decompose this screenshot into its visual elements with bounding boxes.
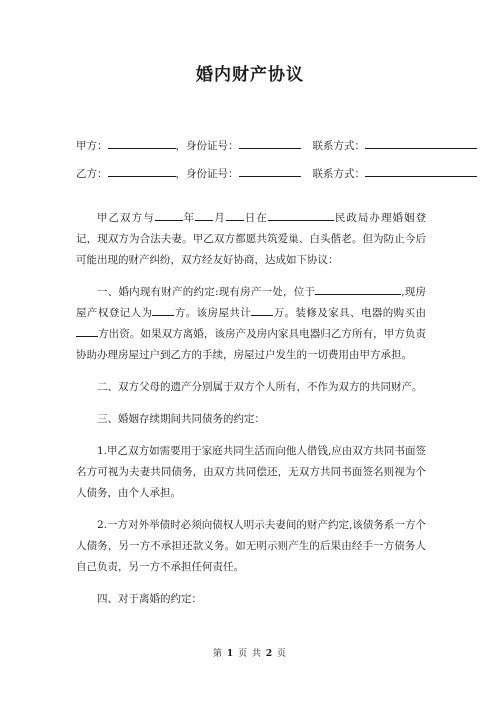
month-blank xyxy=(195,210,213,221)
document-title: 婚内财产协议 xyxy=(196,65,304,85)
total-page-number: 2 xyxy=(265,649,274,659)
bureau-blank xyxy=(268,210,334,221)
party-a-label: 甲方： xyxy=(76,140,108,152)
price-blank xyxy=(251,305,273,316)
agreement-body xyxy=(76,208,426,610)
party-b-contact-label: 联系方式： xyxy=(312,168,365,180)
party-a-id-blank xyxy=(239,138,301,149)
party-b-name-blank xyxy=(108,166,176,177)
clause-3-heading: 三、婚姻存续期间共同债务的约定： xyxy=(97,413,265,425)
year-blank xyxy=(155,210,183,221)
clause-4-heading: 四、对于离婚的约定： xyxy=(97,593,202,605)
party-a-contact-blank xyxy=(365,138,477,149)
party-a-line xyxy=(76,138,436,153)
clause-3-2-paragraph: 2.一方对外举债时必须向债权人明示夫妻间的财产约定,该债务系一方个人债务，另一方不承担还款义务。如无明示则产生的后果由经手一方债务人自己负责，另一方不承担任何责任。 xyxy=(76,519,426,573)
party-b-id-blank xyxy=(239,166,301,177)
intro-paragraph: 甲乙双方与 年 月 日在 民政局办理婚姻登记，现双方为合法夫妻。甲乙双方都愿共筑爱巢、白头偕老。但为防止今后可能出现的财产纠纷，双方经友好协商，达成如下协议： xyxy=(76,212,427,266)
party-b-contact-blank xyxy=(365,166,477,177)
funder-blank xyxy=(76,326,98,337)
party-a-contact-label: 联系方式： xyxy=(312,140,365,152)
page-footer: 第 1 页 共 2 页 xyxy=(213,649,287,659)
owner-blank xyxy=(152,305,174,316)
party-a-name-blank xyxy=(108,138,176,149)
clause-2-paragraph: 二、双方父母的遗产分别属于双方个人所有，不作为双方的共同财产。 xyxy=(97,381,423,393)
clause-1-paragraph: 一、婚内现有财产的约定:现有房产一处，位于 ,现房屋产权登记人为 方。该房屋共计 万。装修及家具、电器的购买由方出资。如果双方离婚，该房产及房内家具电器归乙方所有，甲方负责协助办理房屋过户到乙方的手续，房屋过户发生的一切费用由甲方承担。 xyxy=(76,286,427,361)
party-a-id-label: ，身份证号： xyxy=(175,140,239,152)
day-blank xyxy=(226,210,244,221)
party-b-label: 乙方： xyxy=(76,168,108,180)
party-b-line xyxy=(76,166,436,181)
current-page-number: 1 xyxy=(226,649,235,659)
property-location-blank xyxy=(315,284,401,295)
clause-3-1-paragraph: 1.甲乙双方如需要用于家庭共同生活而向他人借钱,应由双方共同书面签名方可视为夫妻共同债务，由双方共同偿还，无双方共同书面签名则视为个人债务，由个人承担。 xyxy=(76,445,426,499)
party-b-id-label: ，身份证号： xyxy=(175,168,239,180)
